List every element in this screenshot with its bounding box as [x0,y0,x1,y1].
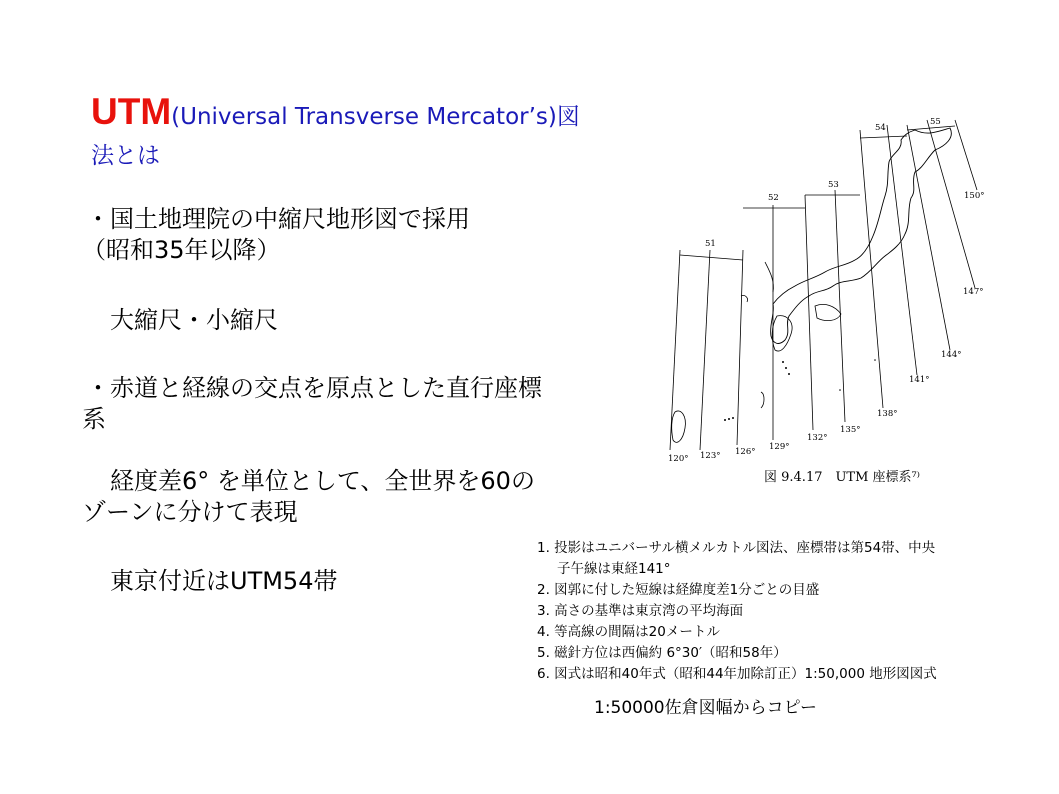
lon-label-129: 129° [769,442,790,452]
meridian-141 [887,125,917,375]
lon-label-141: 141° [909,375,930,385]
lon-label-132: 132° [807,433,828,443]
meridian-123 [700,250,710,450]
meridian-144 [907,125,950,350]
lon-label-138: 138° [877,409,898,419]
note-item: 5. 磁針方位は西偏約 6°30′（昭和58年） [537,645,787,661]
bullet-adoption-period: （昭和35年以降） [82,236,281,264]
meridian-150 [955,120,977,190]
source-note: 1:50000佐倉図幅からコピー [594,698,817,718]
bullet-zones-cont: ゾーンに分けて表現 [82,498,298,526]
bullet-adoption: ・国土地理院の中縮尺地形図で採用 [86,205,470,233]
zone-label-55: 55 [930,117,941,127]
figure-caption: 図 9.4.17 UTM 座標系⁷⁾ [764,470,920,485]
zone-arrow-54 [860,136,907,138]
map-notes [537,538,937,685]
bullet-origin: ・赤道と経線の交点を原点とした直行座標 [86,374,542,402]
note-item: 1. 投影はユニバーサル横メルカトル図法、座標帯は第54帯、中央 [537,540,936,556]
lon-label-123: 123° [700,451,721,461]
island-dots [724,359,876,421]
meridian-135 [835,190,845,422]
utm-zone-map [665,110,995,465]
lon-label-147: 147° [963,287,984,297]
ryukyu-arc [761,392,764,408]
japan-outline [771,128,952,343]
meridian-147 [927,120,975,288]
lon-label-150: 150° [964,191,985,201]
bullet-zones: 経度差6° を単位として、全世界を60の [110,467,535,495]
meridian-126 [737,250,743,445]
note-item: 3. 高さの基準は東京湾の平均海面 [537,603,744,619]
korea-tip [741,295,748,302]
korea-coast [765,262,773,292]
kyushu-outline [772,316,792,351]
bullet-tokyo: 東京付近はUTM54帯 [110,567,338,595]
note-item: 2. 図郭に付した短線は経緯度差1分ごとの目盛 [537,582,820,598]
title-utm: UTM [91,91,172,132]
taiwan-outline [672,411,686,442]
note-item: 6. 図式は昭和40年式（昭和44年加除訂正）1:50,000 地形図図式 [537,666,937,682]
slide-title [91,92,631,139]
note-item: 子午線は東経141° [557,561,671,577]
title-rest: (Universal Transverse Mercator’s)図 [171,104,580,130]
zone-label-52: 52 [768,193,779,203]
meridian-120 [670,250,680,450]
bullet-origin-cont: 系 [82,405,106,433]
note-item: 4. 等高線の間隔は20メートル [537,624,720,640]
lon-label-144: 144° [941,350,962,360]
shikoku-outline [815,304,841,320]
lon-label-120: 120° [668,454,689,464]
meridian-132 [805,195,813,430]
lon-label-135: 135° [840,425,861,435]
title-line2: 法とは [91,143,160,169]
zone-arrow-51 [680,255,743,260]
bullet-scales: 大縮尺・小縮尺 [110,306,278,334]
lon-label-126: 126° [735,447,756,457]
zone-label-53: 53 [828,180,839,190]
zone-label-54: 54 [875,123,886,133]
zone-label-51: 51 [705,239,716,249]
